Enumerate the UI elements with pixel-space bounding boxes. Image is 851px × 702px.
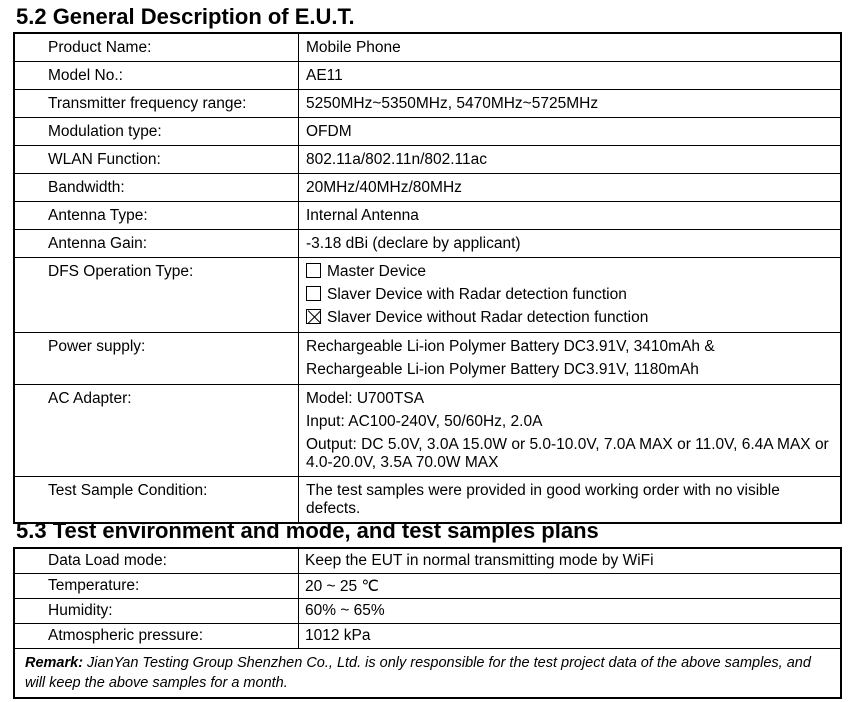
dfs-option-label: Slaver Device with Radar detection function	[327, 286, 627, 303]
power-supply-value	[299, 333, 842, 385]
power-supply-line: Rechargeable Li-ion Polymer Battery DC3.91V, 3410mAh &	[306, 338, 715, 355]
dfs-label: DFS Operation Type:	[14, 258, 299, 333]
dfs-option-slaver-without-radar	[306, 309, 834, 332]
eut-description-table	[13, 32, 842, 524]
row-label: Humidity:	[14, 599, 299, 624]
ac-adapter-label: AC Adapter:	[14, 385, 299, 477]
row-value: -3.18 dBi (declare by applicant)	[299, 230, 842, 258]
dfs-option-label: Slaver Device without Radar detection function	[327, 309, 649, 326]
power-supply-row	[14, 333, 841, 385]
power-supply-label: Power supply:	[14, 333, 299, 385]
row-label: WLAN Function:	[14, 146, 299, 174]
ac-adapter-output: Output: DC 5.0V, 3.0A 15.0W or 5.0-10.0V, 7.0A MAX or 11.0V, 6.4A MAX or 4.0-20.0V, 3.5A 70.0W MAX	[306, 436, 829, 471]
row-label: Model No.:	[14, 62, 299, 90]
row-label: Temperature:	[14, 574, 299, 599]
table-row	[14, 118, 841, 146]
table-row	[14, 230, 841, 258]
section-5-3-title: 5.3 Test environment and mode, and test samples plans	[16, 518, 599, 543]
dfs-option-slaver-with-radar	[306, 286, 834, 309]
remark-cell	[14, 649, 841, 699]
row-value: Keep the EUT in normal transmitting mode by WiFi	[299, 548, 842, 574]
row-label: Atmospheric pressure:	[14, 624, 299, 649]
ac-adapter-value	[299, 385, 842, 477]
ac-adapter-input: Input: AC100-240V, 50/60Hz, 2.0A	[306, 413, 543, 430]
row-value: 60% ~ 65%	[299, 599, 842, 624]
remark-label: Remark:	[25, 655, 84, 671]
row-value: Mobile Phone	[299, 33, 842, 62]
row-value: 20 ~ 25 ℃	[299, 574, 842, 599]
row-value: 802.11a/802.11n/802.11ac	[299, 146, 842, 174]
table-row	[14, 202, 841, 230]
test-sample-label: Test Sample Condition:	[14, 477, 299, 524]
table-row	[14, 574, 841, 599]
row-value: 1012 kPa	[299, 624, 842, 649]
row-label: Product Name:	[14, 33, 299, 62]
table-row	[14, 624, 841, 649]
dfs-option-label: Master Device	[327, 263, 427, 280]
table-row	[14, 599, 841, 624]
test-sample-text: The test samples were provided in good working order with no visible defects.	[306, 482, 780, 517]
ac-adapter-row	[14, 385, 841, 477]
test-sample-row	[14, 477, 841, 524]
table-row	[14, 146, 841, 174]
dfs-option-master	[306, 263, 834, 286]
table-row	[14, 174, 841, 202]
row-label: Antenna Type:	[14, 202, 299, 230]
checkbox-unchecked-icon	[306, 263, 321, 278]
remark-text: JianYan Testing Group Shenzhen Co., Ltd. is only responsible for the test project data of the above samples, and will keep the above samples for a month.	[25, 655, 811, 691]
row-label: Transmitter frequency range:	[14, 90, 299, 118]
test-sample-value	[299, 477, 842, 524]
remark-row	[14, 649, 841, 699]
checkbox-checked-icon	[306, 309, 321, 324]
row-value: 20MHz/40MHz/80MHz	[299, 174, 842, 202]
dfs-options	[299, 258, 842, 333]
row-value: 5250MHz~5350MHz, 5470MHz~5725MHz	[299, 90, 842, 118]
table-row	[14, 62, 841, 90]
test-environment-table	[13, 547, 842, 699]
row-value: AE11	[299, 62, 842, 90]
row-value: Internal Antenna	[299, 202, 842, 230]
checkbox-unchecked-icon	[306, 286, 321, 301]
table-row	[14, 33, 841, 62]
row-label: Bandwidth:	[14, 174, 299, 202]
row-label: Data Load mode:	[14, 548, 299, 574]
section-5-2-title: 5.2 General Description of E.U.T.	[16, 4, 355, 29]
table-row	[14, 90, 841, 118]
table-row	[14, 548, 841, 574]
power-supply-line: Rechargeable Li-ion Polymer Battery DC3.91V, 1180mAh	[306, 361, 699, 378]
ac-adapter-model: Model: U700TSA	[306, 390, 425, 407]
dfs-row	[14, 258, 841, 333]
row-label: Modulation type:	[14, 118, 299, 146]
row-label: Antenna Gain:	[14, 230, 299, 258]
row-value: OFDM	[299, 118, 842, 146]
